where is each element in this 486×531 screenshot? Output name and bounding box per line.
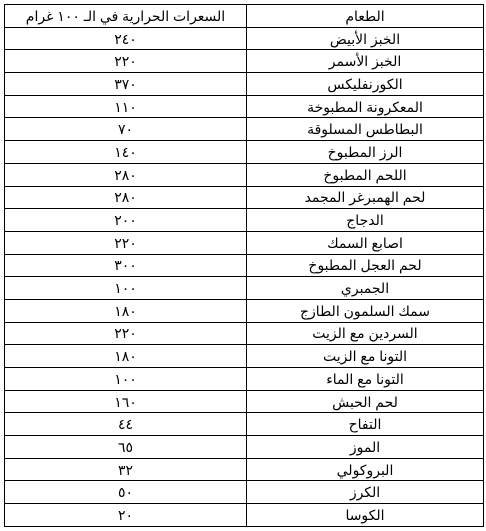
calories-cell: ١٤٠ — [5, 141, 247, 164]
table-row — [5, 413, 484, 436]
table-row — [5, 504, 484, 527]
calories-cell: ١٨٠ — [5, 345, 247, 368]
table-row — [5, 209, 484, 232]
calories-cell: ١٠٠ — [5, 277, 247, 300]
food-name-cell: سمك السلمون الطازج — [247, 299, 484, 322]
food-name-cell: لحم الحبش — [247, 390, 484, 413]
food-name-cell: الكورنفليكس — [247, 73, 484, 96]
table-row — [5, 50, 484, 73]
calorie-table — [4, 4, 484, 527]
calories-cell: ١٦٠ — [5, 390, 247, 413]
table-row — [5, 73, 484, 96]
table-row — [5, 299, 484, 322]
table-row — [5, 481, 484, 504]
calories-cell: ٢٤٠ — [5, 27, 247, 50]
table-row — [5, 231, 484, 254]
calories-cell: ٣٠٠ — [5, 254, 247, 277]
food-name-cell: المعكرونة المطبوخة — [247, 95, 484, 118]
calories-cell: ٢٨٠ — [5, 186, 247, 209]
food-name-cell: التونا مع الماء — [247, 368, 484, 391]
food-name-cell: الكوسا — [247, 504, 484, 527]
calories-cell: ٧٠ — [5, 118, 247, 141]
calories-cell: ٦٥ — [5, 436, 247, 459]
header-row — [5, 5, 484, 28]
food-name-cell: الخبز الأسمر — [247, 50, 484, 73]
calories-cell: ٢٠٠ — [5, 209, 247, 232]
calories-cell: ١٨٠ — [5, 299, 247, 322]
food-name-cell: الخبز الأبيض — [247, 27, 484, 50]
table-row — [5, 163, 484, 186]
table-header — [5, 5, 484, 28]
table-row — [5, 141, 484, 164]
food-name-cell: السردين مع الزيت — [247, 322, 484, 345]
table-row — [5, 436, 484, 459]
food-name-cell: البروكولي — [247, 458, 484, 481]
table-row — [5, 368, 484, 391]
calories-cell: ٢٨٠ — [5, 163, 247, 186]
food-name-cell: الموز — [247, 436, 484, 459]
calories-cell: ١٠٠ — [5, 368, 247, 391]
food-name-cell: التفاح — [247, 413, 484, 436]
table-row — [5, 322, 484, 345]
calories-cell: ٣٢ — [5, 458, 247, 481]
food-name-cell: اللحم المطبوخ — [247, 163, 484, 186]
table-row — [5, 458, 484, 481]
food-name-cell: التونا مع الزيت — [247, 345, 484, 368]
food-name-cell: لحم العجل المطبوخ — [247, 254, 484, 277]
table-row — [5, 345, 484, 368]
calories-cell: ٥٠ — [5, 481, 247, 504]
food-name-cell: الدجاج — [247, 209, 484, 232]
food-column-header: الطعام — [247, 5, 484, 28]
calories-cell: ٣٧٠ — [5, 73, 247, 96]
calories-cell: ٢٢٠ — [5, 231, 247, 254]
food-name-cell: الرز المطبوخ — [247, 141, 484, 164]
food-name-cell: لحم الهمبرغر المجمد — [247, 186, 484, 209]
calories-column-header: السعرات الحرارية في الـ ١٠٠ غرام — [5, 5, 247, 28]
table-row — [5, 254, 484, 277]
food-name-cell: الجمبري — [247, 277, 484, 300]
calories-cell: ٢٢٠ — [5, 50, 247, 73]
table-row — [5, 186, 484, 209]
calories-cell: ٤٤ — [5, 413, 247, 436]
table-row — [5, 277, 484, 300]
calories-cell: ٢٢٠ — [5, 322, 247, 345]
table-row — [5, 27, 484, 50]
food-name-cell: اصابع السمك — [247, 231, 484, 254]
table-row — [5, 95, 484, 118]
table-row — [5, 118, 484, 141]
food-name-cell: الكرز — [247, 481, 484, 504]
calories-cell: ٢٠ — [5, 504, 247, 527]
food-name-cell: البطاطس المسلوقة — [247, 118, 484, 141]
table-row — [5, 390, 484, 413]
table-body — [5, 27, 484, 526]
calories-cell: ١١٠ — [5, 95, 247, 118]
